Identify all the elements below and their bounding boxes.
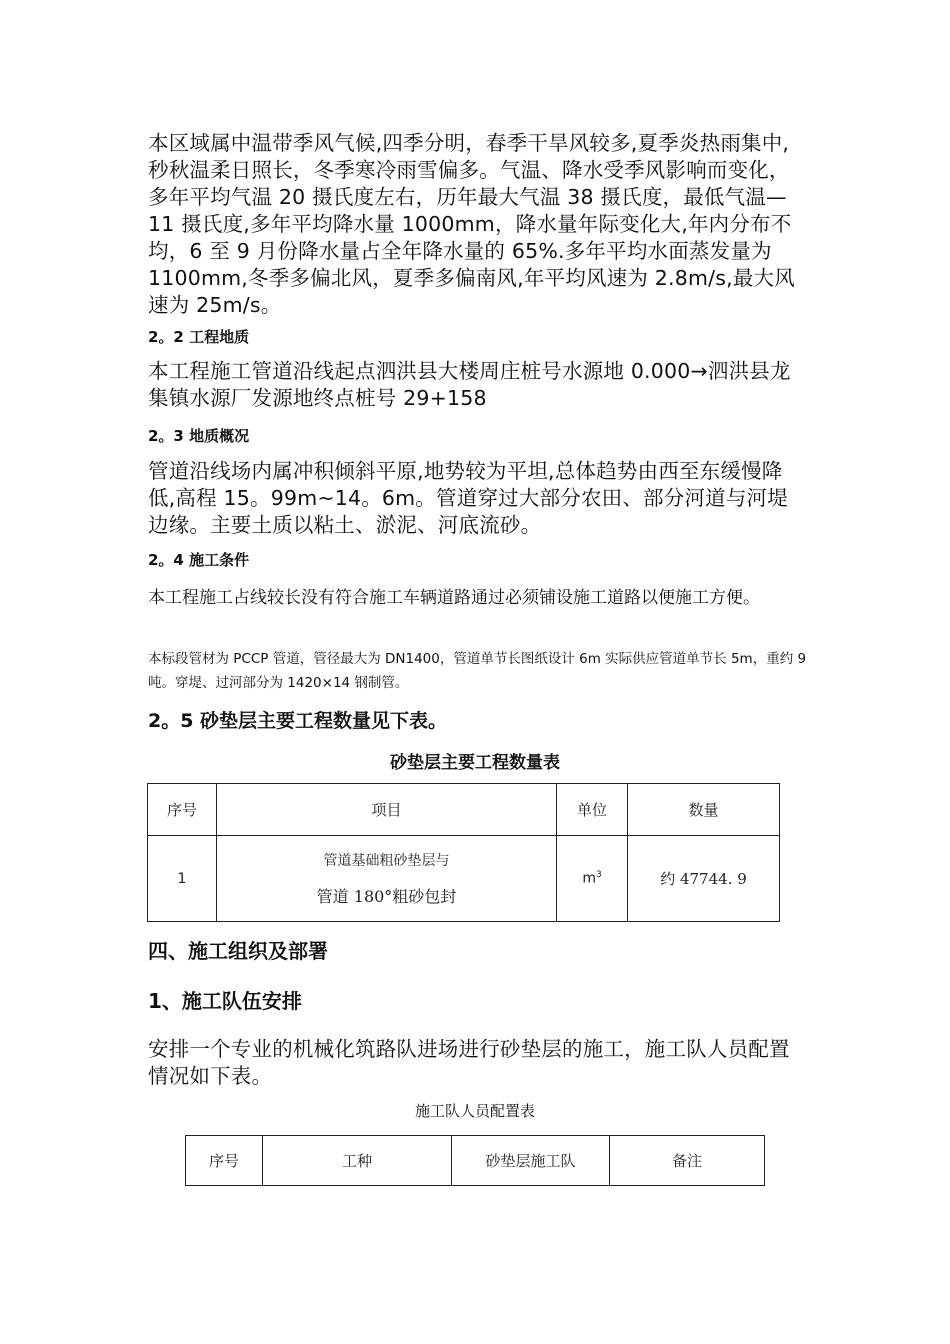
quantity-cell: 约 47744. 9 xyxy=(628,836,780,922)
header-cell: 序号 xyxy=(148,784,217,836)
pipe-material-paragraph: 本标段管材为 PCCP 管道，管径最大为 DN1400，管道单节长图纸设计 6m 实际供应管道单节长 5m，重约 9 吨。穿堤、过河部分为 1420×14 钢制管。 xyxy=(148,651,807,691)
header-cell: 备注 xyxy=(610,1136,765,1186)
header-cell: 工种 xyxy=(263,1136,452,1186)
header-cell: 单位 xyxy=(557,784,628,836)
climate-paragraph: 本区域属中温带季风气候,四季分明，春季干旱风较多,夏季炎热雨集中,秒秋温柔日照长，冬季寒冷雨雪偏多。气温、降水受季风影响而变化，多年平均气温 20 摄氏度左右，历年最大气温 38 摄氏度，最低气温—11 摄氏度,多年平均降水量 1000mm，降水量年际变化大,年内分布不均，6 至 9 月份降水量占全年降水量的 65%.多年平均水面蒸发量为 1100mm,冬季多偏北风，夏季多偏南风,年平均风速为 2.8m/s,最大风速为 25m/s。 xyxy=(148,131,795,317)
table-header-row xyxy=(148,784,780,836)
table-row xyxy=(148,836,780,922)
row-number-cell: 1 xyxy=(148,836,217,922)
heading-engineering-geology: 2。2 工程地质 xyxy=(148,328,250,346)
heading-organization: 四、施工组织及部署 xyxy=(148,939,328,963)
sand-table-title: 砂垫层主要工程数量表 xyxy=(390,753,560,773)
geology-overview-paragraph: 管道沿线场内属冲积倾斜平原,地势较为平坦,总体趋势由西至东缓慢降低,高程 15。99m~14。6m。管道穿过大部分农田、部分河道与河堤边缘。主要土质以粘土、淤泥、河底流砂。 xyxy=(148,459,788,537)
unit-superscript: 3 xyxy=(595,870,602,881)
staff-table xyxy=(185,1135,765,1186)
header-cell: 数量 xyxy=(628,784,780,836)
unit-text: m xyxy=(582,870,596,887)
item-line-1: 管道基础粗砂垫层与 xyxy=(323,852,450,869)
item-line-2: 管道 180°粗砂包封 xyxy=(316,886,457,906)
header-cell: 项目 xyxy=(217,784,557,836)
heading-construction-conditions: 2。4 施工条件 xyxy=(148,551,250,569)
sand-quantity-table xyxy=(147,783,780,922)
header-cell: 砂垫层施工队 xyxy=(452,1136,610,1186)
item-cell xyxy=(217,836,557,922)
unit-cell xyxy=(557,836,628,922)
team-paragraph: 安排一个专业的机械化筑路队进场进行砂垫层的施工，施工队人员配置情况如下表。 xyxy=(148,1037,790,1088)
geology-paragraph: 本工程施工管道沿线起点泗洪县大楼周庄桩号水源地 0.000→泗洪县龙集镇水源厂发源地终点桩号 29+158 xyxy=(148,359,791,410)
heading-geology-overview: 2。3 地质概况 xyxy=(148,427,250,445)
conditions-paragraph: 本工程施工占线较长没有符合施工车辆道路通过必须铺设施工道路以便施工方便。 xyxy=(148,588,760,608)
table-header-row xyxy=(186,1136,765,1186)
heading-sand-quantities: 2。5 砂垫层主要工程数量见下表。 xyxy=(148,710,448,732)
heading-team-arrangement: 1、施工队伍安排 xyxy=(148,989,302,1013)
header-cell: 序号 xyxy=(186,1136,263,1186)
staff-table-title: 施工队人员配置表 xyxy=(414,1102,535,1120)
